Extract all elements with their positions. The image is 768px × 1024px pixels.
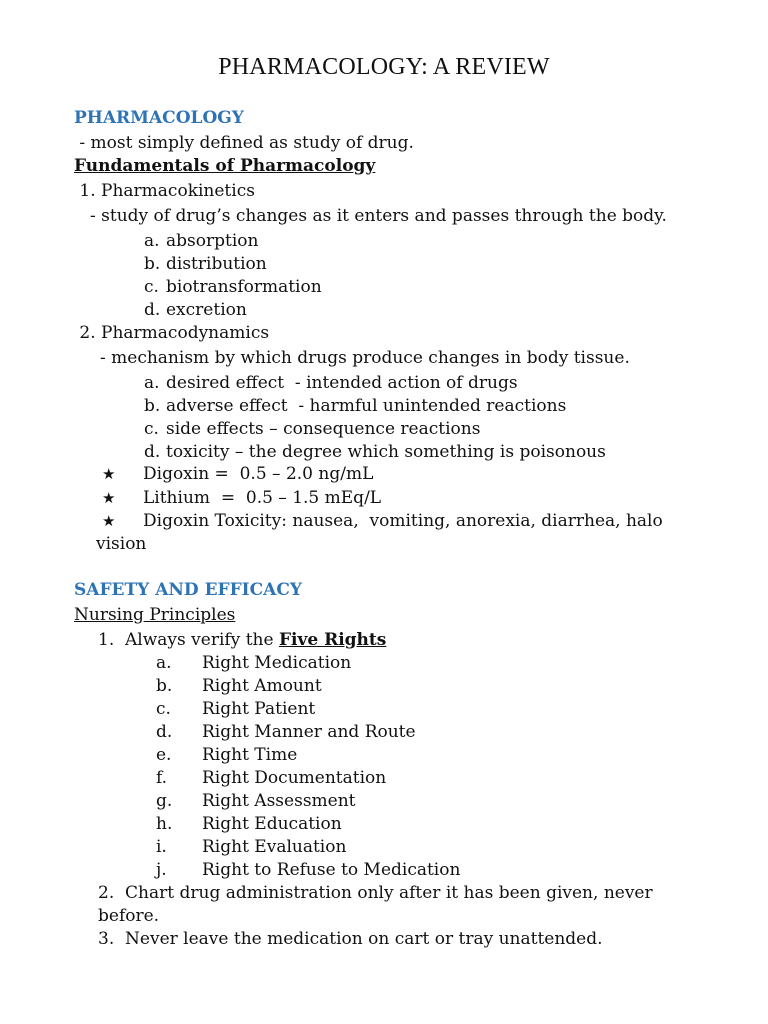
page-title: PHARMACOLOGY: A REVIEW <box>218 54 550 80</box>
section-heading-safety: SAFETY AND EFFICACY <box>74 580 303 600</box>
star-item-text: Lithium = 0.5 – 1.5 mEq/L <box>143 488 382 508</box>
star-item-continuation: vision <box>96 534 147 554</box>
list-marker: a. <box>144 373 160 393</box>
list-item <box>144 441 606 463</box>
list-item-text: Right Amount <box>202 676 322 696</box>
list-marker: b. <box>144 396 161 416</box>
list-item <box>156 813 342 835</box>
list-item-text: Right Evaluation <box>202 837 347 857</box>
star-bullet-item <box>102 463 373 485</box>
list-item-text: Right to Refuse to Medication <box>202 860 461 880</box>
list-marker: d. <box>144 300 161 320</box>
star-icon: ★ <box>102 512 116 530</box>
list-marker: d. <box>144 442 161 462</box>
pharmacokinetics-definition: - study of drug’s changes as it enters and passes through the body. <box>90 206 667 226</box>
pharmacodynamics-title: 2. Pharmacodynamics <box>74 323 270 343</box>
list-marker: j. <box>156 860 167 880</box>
nursing-principles-heading: Nursing Principles <box>74 605 236 625</box>
list-item-text: Right Time <box>202 745 298 765</box>
principle-2-line1: 2. Chart drug administration only after it has been given, never <box>98 883 653 903</box>
list-item <box>144 230 258 252</box>
star-bullet-item <box>102 487 381 509</box>
list-item <box>144 418 480 440</box>
list-item-text: side effects – consequence reactions <box>166 419 481 439</box>
list-item <box>144 372 518 394</box>
principle-2-line2: before. <box>98 906 160 926</box>
list-item <box>144 253 267 275</box>
list-item-text: Right Patient <box>202 699 316 719</box>
list-marker: c. <box>144 277 159 297</box>
pharmacodynamics-definition: - mechanism by which drugs produce changes in body tissue. <box>100 348 630 368</box>
list-item <box>156 790 356 812</box>
list-marker: b. <box>144 254 161 274</box>
principle-1-text: 1. Always verify the <box>98 630 279 650</box>
list-marker: f. <box>156 768 168 788</box>
star-icon: ★ <box>102 465 116 483</box>
list-item-text: distribution <box>166 254 267 274</box>
list-marker: c. <box>156 699 171 719</box>
list-item <box>156 652 351 674</box>
list-item <box>156 859 460 881</box>
list-marker: c. <box>144 419 159 439</box>
list-item-text: desired effect - intended action of drugs <box>166 373 518 393</box>
list-item-text: adverse effect - harmful unintended reactions <box>166 396 567 416</box>
principle-1 <box>98 629 386 651</box>
list-item <box>156 721 416 743</box>
list-item <box>144 299 247 321</box>
list-marker: a. <box>156 653 172 673</box>
list-item <box>156 767 386 789</box>
star-item-text: Digoxin Toxicity: nausea, vomiting, anorexia, diarrhea, halo <box>143 511 663 531</box>
fundamentals-heading: Fundamentals of Pharmacology <box>74 156 376 176</box>
list-marker: b. <box>156 676 173 696</box>
list-marker: g. <box>156 791 173 811</box>
star-item-text: Digoxin = 0.5 – 2.0 ng/mL <box>143 464 374 484</box>
list-item-text: Right Assessment <box>202 791 356 811</box>
star-bullet-item <box>102 510 663 532</box>
list-item <box>144 276 322 298</box>
section-heading-pharmacology: PHARMACOLOGY <box>74 108 244 128</box>
pharmacology-definition: - most simply defined as study of drug. <box>74 133 414 153</box>
list-item-text: Right Documentation <box>202 768 387 788</box>
list-item <box>156 675 322 697</box>
list-item-text: Right Medication <box>202 653 352 673</box>
list-marker: h. <box>156 814 173 834</box>
list-item-text: Right Manner and Route <box>202 722 416 742</box>
list-item-text: toxicity – the degree which something is poisonous <box>166 442 606 462</box>
list-item <box>144 395 566 417</box>
list-item-text: excretion <box>166 300 247 320</box>
principle-3: 3. Never leave the medication on cart or tray unattended. <box>98 929 603 949</box>
list-item <box>156 836 346 858</box>
five-rights-emphasis: Five Rights <box>278 630 387 650</box>
list-marker: d. <box>156 722 173 742</box>
star-icon: ★ <box>102 489 116 507</box>
pharmacokinetics-title: 1. Pharmacokinetics <box>74 181 255 201</box>
list-item-text: biotransformation <box>166 277 322 297</box>
list-item <box>156 744 297 766</box>
list-item-text: Right Education <box>202 814 342 834</box>
list-marker: e. <box>156 745 172 765</box>
list-item-text: absorption <box>166 231 259 251</box>
list-marker: i. <box>156 837 167 857</box>
list-item <box>156 698 315 720</box>
list-marker: a. <box>144 231 160 251</box>
